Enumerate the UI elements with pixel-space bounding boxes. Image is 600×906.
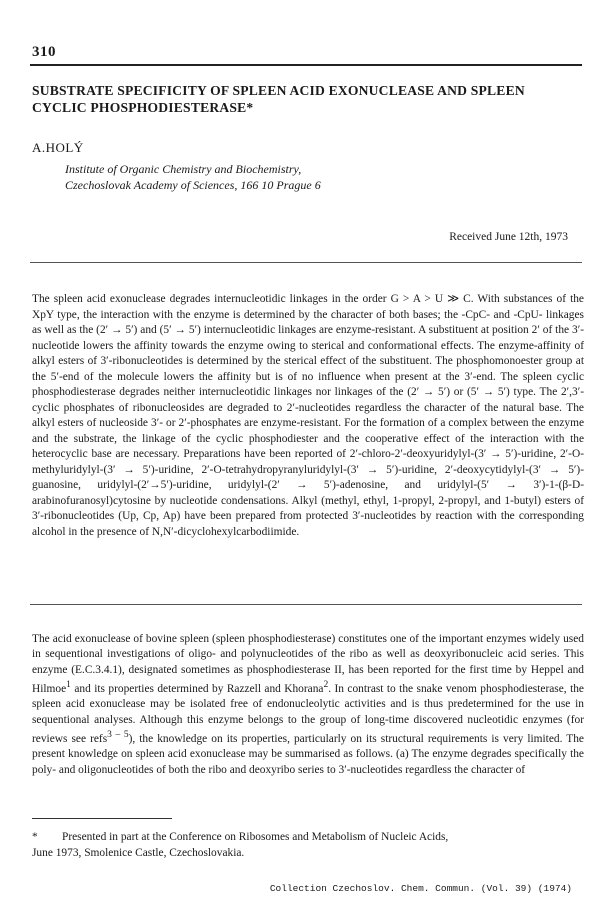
- abstract-bottom-rule: [30, 604, 582, 605]
- author-name: A.HOLÝ: [32, 140, 84, 155]
- intro-text-2: and its properties determined by Razzell and Khorana: [70, 683, 324, 696]
- received-date: Received June 12th, 1973: [449, 231, 568, 243]
- journal-reference: Collection Czechoslov. Chem. Commun. (Vol. 39) (1974): [269, 883, 572, 894]
- introduction-paragraph: [32, 632, 584, 778]
- intro-text-1: The acid exonuclease of bovine spleen (spleen phosphodiesterase) constitutes one of the important enzymes widely used in sequentional investigations of oligo- and polynucleotides of the ribo as well as deoxyribonucleic acid series. This enzyme (E.C.3.4.1), designated sometimes as phosphodiesterase II, has been reported for the first time by Heppel and Hilmoe: [32, 633, 584, 696]
- header-rule: [30, 64, 582, 66]
- reference-3-5: 3 – 5: [107, 730, 129, 741]
- footnote: [32, 830, 584, 861]
- affiliation-line-2: Czechoslovak Academy of Sciences, 166 10 Prague 6: [65, 178, 321, 192]
- footnote-rule: [32, 818, 172, 819]
- article-title: SUBSTRATE SPECIFICITY OF SPLEEN ACID EXONUCLEASE AND SPLEEN CYCLIC PHOSPHODIESTERASE*: [32, 83, 525, 115]
- reference-2: 2: [323, 680, 329, 691]
- intro-text-3: . In contrast to the snake venom phosphodiesterase, the spleen acid exonuclease may be isolated free of endonucleolytic activities and is thus predetermined for the use in sequentional analyses. Although this enzyme belongs to the group of long-time discovered nucleotidic enzymes (for reviews see refs: [32, 683, 584, 746]
- page-number: 310: [32, 44, 56, 60]
- footnote-marker: *: [32, 831, 38, 843]
- abstract-top-rule: [30, 262, 582, 263]
- author-affiliation: [65, 161, 321, 193]
- footnote-line-2: June 1973, Smolenice Castle, Czechoslovakia.: [32, 846, 245, 859]
- reference-1: 1: [66, 680, 71, 691]
- affiliation-line-1: Institute of Organic Chemistry and Biochemistry,: [65, 162, 302, 176]
- footnote-line-1: Presented in part at the Conference on Ribosomes and Metabolism of Nucleic Acids,: [62, 831, 449, 843]
- abstract-text: The spleen acid exonuclease degrades internucleotidic linkages in the order G > A > U ≫ C. With substances of the XpY type, the interaction with the enzyme is determined by the character of both bases; the -CpC- and -CpU- linkages as well as the (2′ → 5′) and (5′ → 5′) internucleotidic linkages are enzyme-resistant. A substituent at position 2′ of the 3′-nucleotide lowers the affinity towards the enzyme owing to sterical and conformational effects. The enzyme-affinity of alkyl esters of 3′-ribonucleotides is determined by the sterical effect of the substituent. The phosphomonoester group at the 5′-end of the molecule lowers the affinity but is of no influence when present at the 3′-end. The spleen cyclic phosphodiesterase degrades neither internucleotidic linkages nor linkages of the (2′ → 5′) or (5′ → 5′) type. The 2′,3′-cyclic phosphates of ribonucleosides are degraded to 2′-nucleotides regardless the character of the natural base. The alkyl esters of nucleoside 3′- or 2′-phosphates are enzyme-resistant. For the formation of a complex between the enzyme and the substrate, the linkage of the cyclic phosphodiester and the cooperative effect of the interaction with the heterocyclic base are necessary. Preparations have been reported of 2′-chloro-2′-deoxyuridylyl-(3′ → 5′)-uridine, 2′-O-methyluridylyl-(3′ → 5′)-uridine, 2′-O-tetrahydropyranyluridylyl-(3′ → 5′)-uridine, 2′-deoxycytidylyl-(3′ → 5′)-guanosine, uridylyl-(2′→5′)-uridine, uridylyl-(2′ → 5′)-adenosine, and uridylyl-(5′ → 3′)-1-(β-D-arabinofuranosyl)cytosine by nucleotide condensations. Alkyl (methyl, ethyl, 1-propyl, 2-propyl, and 1-butyl) esters of 3′-ribonucleotides (Up, Cp, Ap) have been prepared from protected 3′-nucleotides by reaction with the corresponding alcohol in the presence of N,N′-dicyclohexylcarbodiimide.: [32, 293, 584, 538]
- intro-text-4: ), the knowledge on its properties, particularly on its structural requirements is very limited. The present knowledge on spleen acid exonuclease may be summarised as follows. (a) The enzyme degrades specifically the poly- and oligonucleotides of both the ribo and deoxyribo series to 3′-nucleotides regardless the character of: [32, 733, 584, 776]
